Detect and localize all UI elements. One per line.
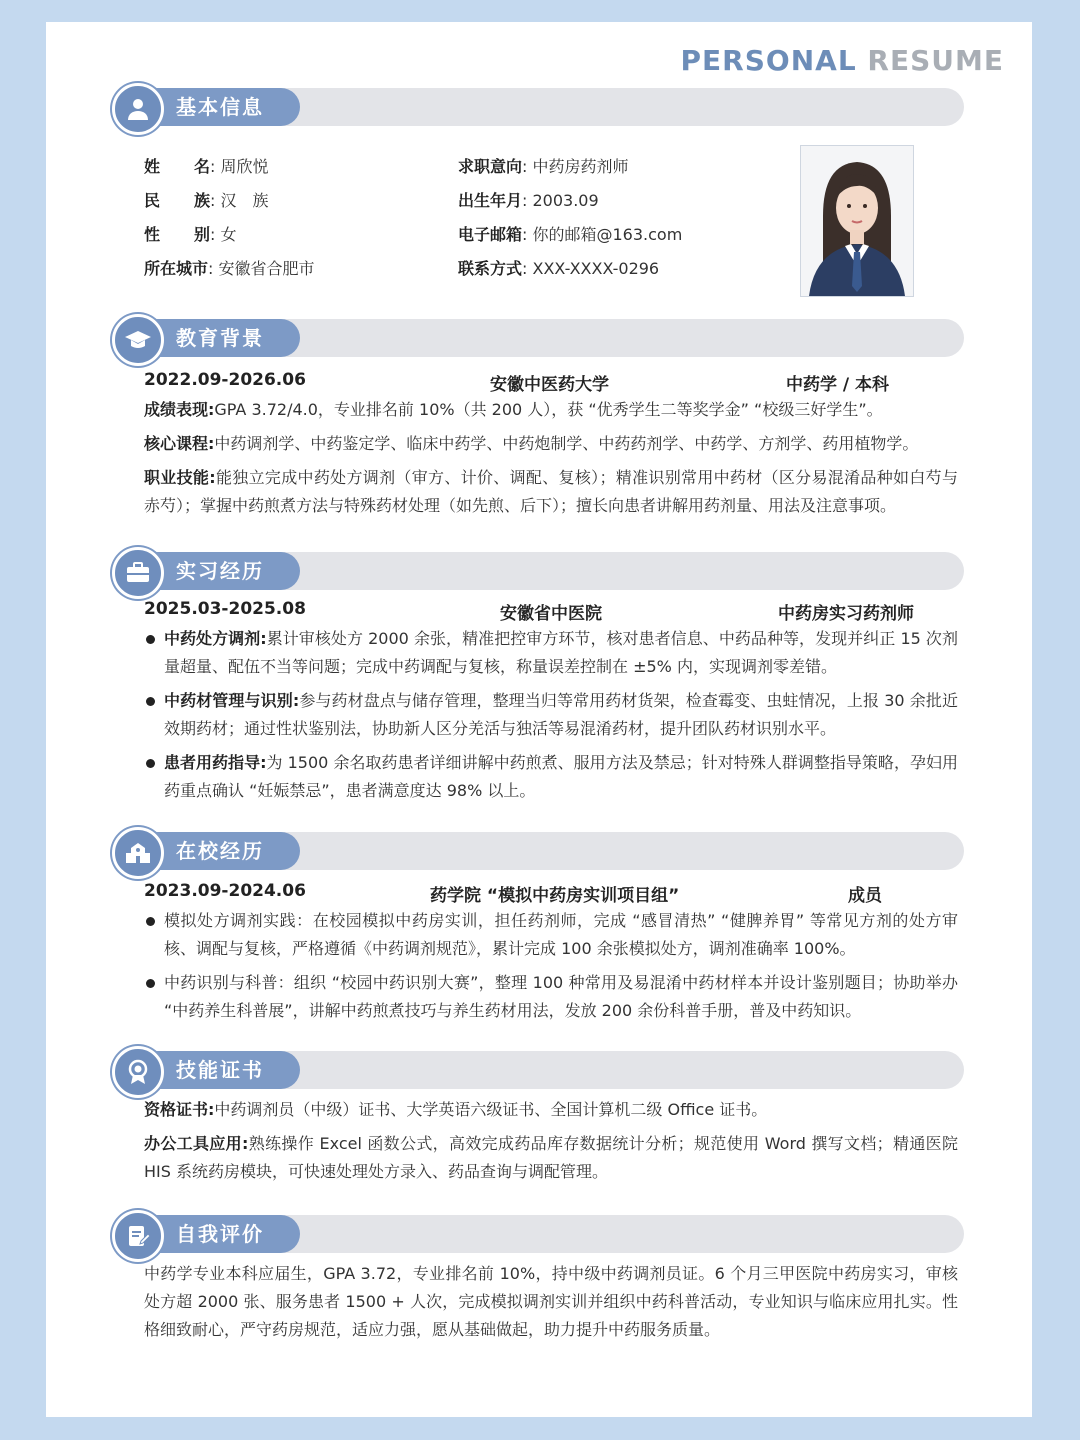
list-item bbox=[146, 907, 958, 963]
value: 参与药材盘点与储存管理，整理当归等常用药材货架，检查霉变、虫蛀情况，上报 30 余批近效期药材；通过性状鉴别法，协助新人区分羌活与独活等易混淆药材，提升团队药材识别水平。 bbox=[164, 691, 958, 738]
sep: : bbox=[210, 225, 216, 244]
sep: : bbox=[210, 157, 216, 176]
field-intent bbox=[458, 157, 629, 177]
bullet-dot bbox=[146, 917, 155, 926]
value: 为 1500 余名取药患者详细讲解中药煎煮、服用方法及禁忌；针对特殊人群调整指导策略，孕妇用药重点确认 “妊娠禁忌”，患者满意度达 98% 以上。 bbox=[164, 753, 958, 800]
label: 求职意向 bbox=[458, 157, 523, 176]
field-gender bbox=[144, 225, 237, 245]
field-city bbox=[144, 259, 315, 279]
skills-cert bbox=[144, 1096, 958, 1124]
value: XXX-XXXX-0296 bbox=[532, 259, 660, 278]
profile-photo bbox=[800, 145, 914, 297]
label: 患者用药指导: bbox=[164, 753, 267, 772]
label: 姓 名 bbox=[144, 157, 210, 176]
bullet-dot bbox=[146, 759, 155, 768]
section-title: 自我评价 bbox=[176, 1222, 264, 1246]
sep: : bbox=[208, 259, 214, 278]
section-title: 在校经历 bbox=[176, 839, 264, 863]
education-grades bbox=[144, 396, 958, 424]
value: 女 bbox=[220, 225, 237, 244]
resume-title bbox=[46, 44, 1004, 77]
value: 中药房药剂师 bbox=[532, 157, 629, 176]
graduation-cap-icon bbox=[112, 314, 164, 366]
campus-org: 药学院 “模拟中药房实训项目组” bbox=[430, 886, 680, 906]
sep: : bbox=[522, 191, 528, 210]
label: 成绩表现: bbox=[144, 400, 215, 419]
field-birth bbox=[458, 191, 599, 211]
field-phone bbox=[458, 259, 659, 279]
internship-period: 2025.03-2025.08 bbox=[144, 599, 306, 619]
value: 你的邮箱@163.com bbox=[532, 225, 683, 244]
sep: : bbox=[210, 191, 216, 210]
value: 周欣悦 bbox=[220, 157, 269, 176]
education-courses bbox=[144, 430, 958, 458]
sep: : bbox=[522, 157, 528, 176]
label: 所在城市 bbox=[144, 259, 209, 278]
school-building-icon bbox=[112, 827, 164, 879]
resume-page bbox=[46, 22, 1032, 1417]
list-item bbox=[146, 749, 958, 805]
value: 熟练操作 Excel 函数公式，高效完成药品库存数据统计分析；规范使用 Word 撰写文档；精通医院 HIS 系统药房模块，可快速处理处方录入、药品查询与调配管理。 bbox=[144, 1134, 959, 1181]
label: 核心课程: bbox=[144, 434, 215, 453]
bullet-dot bbox=[146, 979, 155, 988]
value: 安徽省合肥市 bbox=[218, 259, 315, 278]
internship-role: 中药房实习药剂师 bbox=[778, 604, 914, 624]
award-icon bbox=[112, 1046, 164, 1098]
title-word-resume: RESUME bbox=[867, 44, 1004, 77]
value: 2003.09 bbox=[532, 191, 599, 210]
label: 民 族 bbox=[144, 191, 210, 210]
section-title: 实习经历 bbox=[176, 559, 264, 583]
campus-role: 成员 bbox=[848, 886, 882, 906]
education-period: 2022.09-2026.06 bbox=[144, 370, 306, 390]
list-item bbox=[146, 625, 958, 681]
section-title: 技能证书 bbox=[176, 1058, 264, 1082]
internship-org: 安徽省中医院 bbox=[500, 604, 602, 624]
edit-document-icon bbox=[112, 1210, 164, 1262]
education-major: 中药学 / 本科 bbox=[786, 375, 890, 395]
value: 模拟处方调剂实践：在校园模拟中药房实训，担任药剂师，完成 “感冒清热” “健脾养胃” 等常见方剂的处方审核、调配与复核，严格遵循《中药调剂规范》，累计完成 100 余张模拟处方，调剂准确率 100%。 bbox=[164, 911, 958, 958]
label: 性 别 bbox=[144, 225, 210, 244]
value: 中药调剂员（中级）证书、大学英语六级证书、全国计算机二级 Office 证书。 bbox=[214, 1100, 768, 1119]
skills-office bbox=[144, 1130, 958, 1186]
title-word-personal: PERSONAL bbox=[680, 44, 857, 77]
label: 电子邮箱 bbox=[458, 225, 523, 244]
label: 资格证书: bbox=[144, 1100, 215, 1119]
section-title: 基本信息 bbox=[176, 95, 264, 119]
bullet-dot bbox=[146, 635, 155, 644]
education-skills bbox=[144, 464, 958, 520]
value: 中药识别与科普：组织 “校园中药识别大赛”，整理 100 种常用及易混淆中药材样本并设计鉴别题目；协助举办 “中药养生科普展”，讲解中药煎煮技巧与养生药材用法，发放 200 余份科普手册，普及中药知识。 bbox=[164, 973, 958, 1020]
field-email bbox=[458, 225, 682, 245]
sep: : bbox=[522, 259, 528, 278]
value: 能独立完成中药处方调剂（审方、计价、调配、复核）；精准识别常用中药材（区分易混淆品种如白芍与赤芍）；掌握中药煎煮方法与特殊药材处理（如先煎、后下）；擅长向患者讲解用药剂量、用法及注意事项。 bbox=[144, 468, 958, 515]
self-evaluation: 中药学专业本科应届生，GPA 3.72，专业排名前 10%，持中级中药调剂员证。6 个月三甲医院中药房实习，审核处方超 2000 张、服务患者 1500 + 人次，完成模拟调剂实训并组织中药科普活动，专业知识与临床应用扎实。性格细致耐心，严守药房规范，适应力强，愿从基础做起，助力提升中药服务质量。 bbox=[144, 1264, 958, 1339]
label: 出生年月 bbox=[458, 191, 523, 210]
sep: : bbox=[522, 225, 528, 244]
label: 职业技能: bbox=[144, 468, 216, 487]
person-icon bbox=[112, 83, 164, 135]
label: 中药处方调剂: bbox=[164, 629, 267, 648]
label: 办公工具应用: bbox=[144, 1134, 249, 1153]
value: 累计审核处方 2000 余张，精准把控审方环节，核对患者信息、中药品种等，发现并纠正 15 次剂量超量、配伍不当等问题；完成中药调配与复核，称量误差控制在 ±5% 内，实现调剂零差错。 bbox=[164, 629, 958, 676]
value: 中药调剂学、中药鉴定学、临床中药学、中药炮制学、中药药剂学、中药学、方剂学、药用植物学。 bbox=[214, 434, 919, 453]
label: 联系方式 bbox=[458, 259, 523, 278]
education-school: 安徽中医药大学 bbox=[490, 375, 609, 395]
list-item bbox=[146, 969, 958, 1025]
campus-period: 2023.09-2024.06 bbox=[144, 881, 306, 901]
value: GPA 3.72/4.0，专业排名前 10%（共 200 人），获 “优秀学生二等奖学金” “校级三好学生”。 bbox=[214, 400, 883, 419]
value: 汉 族 bbox=[220, 191, 269, 210]
list-item bbox=[146, 687, 958, 743]
field-name bbox=[144, 157, 269, 177]
label: 中药材管理与识别: bbox=[164, 691, 300, 710]
field-ethnic bbox=[144, 191, 269, 211]
briefcase-icon bbox=[112, 547, 164, 599]
section-title: 教育背景 bbox=[176, 326, 264, 350]
bullet-dot bbox=[146, 697, 155, 706]
